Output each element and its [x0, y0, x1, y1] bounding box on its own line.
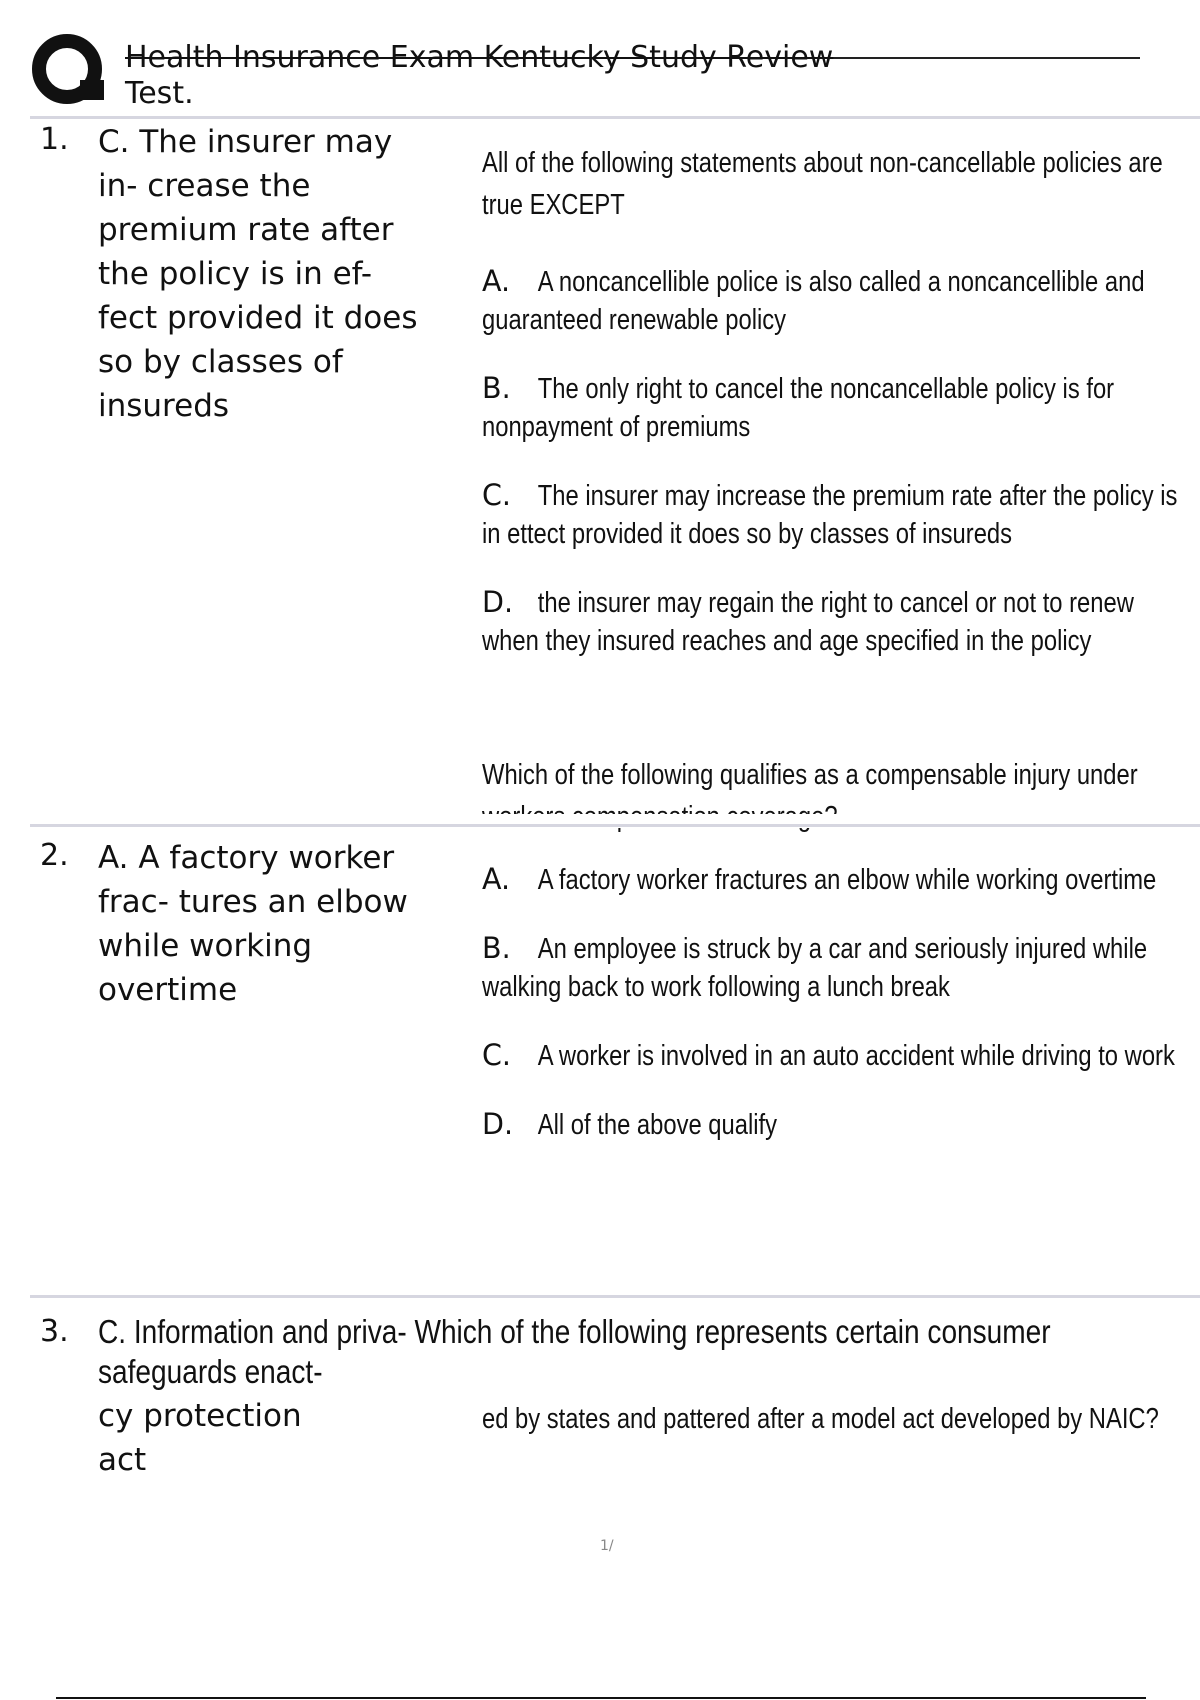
answer-line: premium rate after — [98, 212, 394, 248]
item-number: 3. — [40, 1314, 69, 1349]
option — [482, 262, 1195, 339]
answer-and-question-line: C. Information and priva- Which of the following represents certain consumer — [98, 1313, 1051, 1350]
answer-line: overtime — [98, 972, 238, 1008]
item-number: 2. — [40, 838, 69, 873]
option-text: The only right to cancel the noncancellable policy is for nonpayment of premiums — [482, 373, 1115, 443]
option — [482, 476, 1195, 553]
question-text: All of the following statements about non-cancellable policies are true EXCEPT — [482, 147, 1163, 221]
divider — [30, 1295, 1200, 1298]
question-block — [482, 860, 1192, 1144]
answer-line: safeguards enact- — [98, 1353, 323, 1390]
page-number: 1/ — [600, 1538, 614, 1554]
option-letter: D. — [482, 585, 514, 619]
answer-text — [98, 120, 458, 428]
divider — [30, 116, 1200, 119]
option-text: All of the above qualify — [537, 1109, 778, 1141]
option — [482, 860, 1195, 899]
option — [482, 1036, 1195, 1075]
option-letter: C. — [482, 478, 511, 512]
option-letter: A. — [482, 862, 511, 896]
option — [482, 369, 1195, 446]
footer-rule — [56, 1697, 1146, 1699]
option-text: An employee is struck by a car and seriously injured while walking back to work following a lunch break — [482, 933, 1148, 1003]
divider — [30, 824, 1200, 827]
option-letter: B. — [482, 931, 511, 965]
option — [482, 1105, 1195, 1144]
answer-text — [98, 1394, 302, 1482]
option-letter: A. — [482, 264, 511, 298]
answer-line: act — [98, 1442, 147, 1478]
title-line-2: Test. — [125, 76, 194, 111]
answer-line: A. A factory worker — [98, 840, 395, 876]
answer-line: fect provided it does — [98, 300, 418, 336]
option-text: A worker is involved in an auto accident while driving to work — [537, 1040, 1175, 1072]
option-letter: B. — [482, 371, 511, 405]
answer-line: insureds — [98, 388, 230, 424]
item-number: 1. — [40, 122, 69, 157]
answer-line: the policy is in ef- — [98, 256, 373, 292]
option-text: The insurer may increase the premium rate after the policy is in ettect provided it does so by classes of insureds — [482, 480, 1178, 550]
answer-line: in- crease the — [98, 168, 311, 204]
quizlet-logo-icon — [30, 32, 110, 112]
option-text: A noncancellible police is also called a noncancellible and guaranteed renewable policy — [482, 266, 1145, 336]
option — [482, 583, 1195, 660]
option-text: the insurer may regain the right to cancel or not to renew when they insured reaches and age specified in the policy — [482, 587, 1134, 657]
question-text: ed by states and pattered after a model act developed by NAIC? — [482, 1403, 1159, 1435]
answer-line: cy protection — [98, 1398, 302, 1434]
title-line-1: Health Insurance Exam Kentucky Study Review — [125, 40, 834, 75]
option-text: A factory worker fractures an elbow while working overtime — [537, 864, 1157, 896]
answer-line: so by classes of — [98, 344, 343, 380]
option-letter: D. — [482, 1107, 514, 1141]
option-letter: C. — [482, 1038, 511, 1072]
page-title — [125, 40, 1135, 112]
answer-text — [98, 836, 458, 1012]
answer-line: frac- tures an elbow — [98, 884, 408, 920]
answer-line: while working — [98, 928, 313, 964]
answer-line: C. The insurer may — [98, 124, 393, 160]
question-block — [482, 142, 1192, 660]
question-text: Which of the following qualifies as a compensable injury under — [482, 759, 1138, 791]
option — [482, 929, 1195, 1006]
